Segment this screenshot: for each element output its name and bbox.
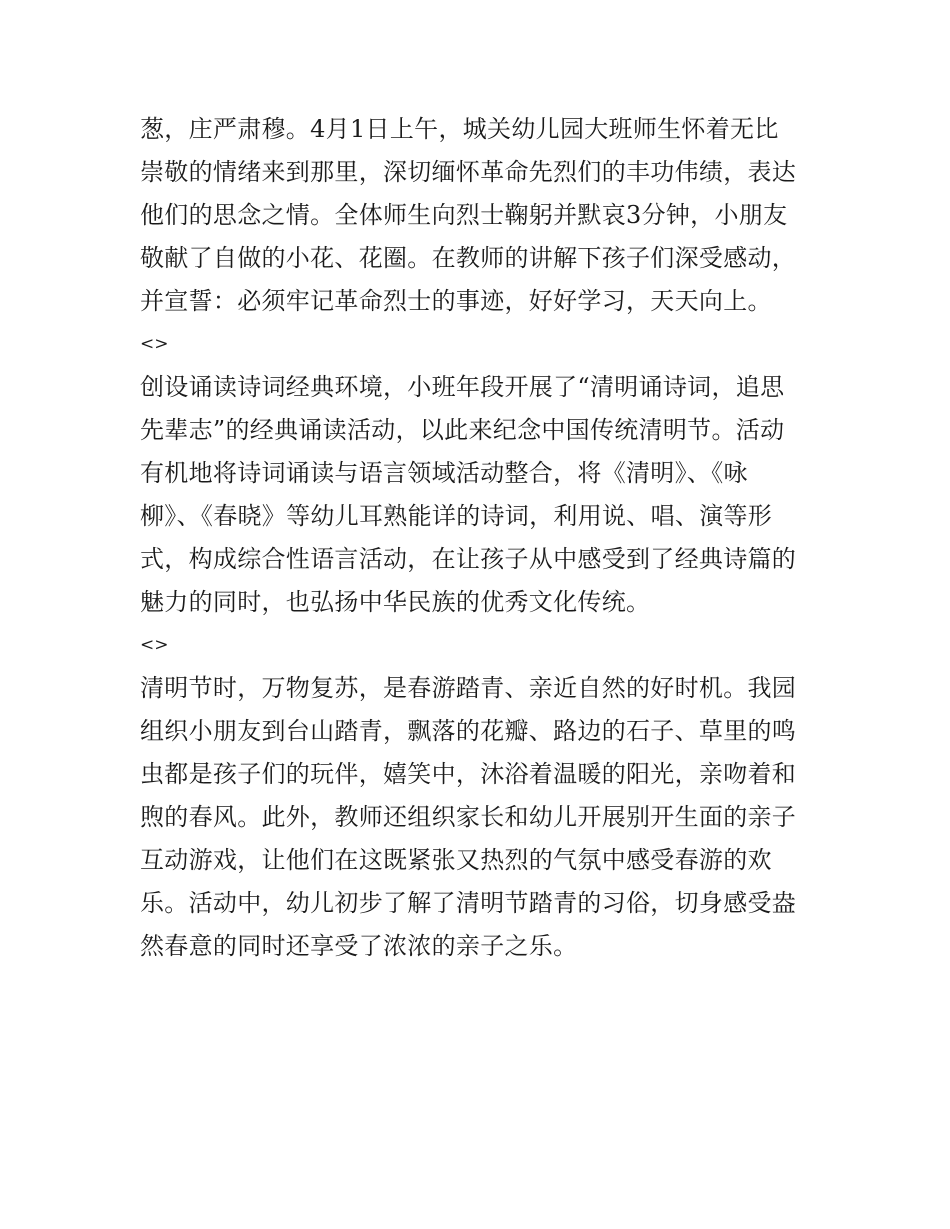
section-separator: <>: [140, 635, 169, 655]
text-line: 有机地将诗词诵读与语言领域活动整合，将《清明》、《咏: [140, 459, 748, 487]
paragraph-spring-outing: [140, 667, 820, 968]
text-line: 创设诵读诗词经典环境，小班年段开展了“清明诵诗词，追思: [140, 373, 785, 401]
paragraph-poetry-reading: [140, 366, 820, 624]
section-separator: <>: [140, 334, 169, 354]
text-line: 组织小朋友到台山踏青，飘落的花瓣、路边的石子、草里的鸣: [140, 717, 797, 745]
text-line: 虫都是孩子们的玩伴，嬉笑中，沐浴着温暖的阳光，亲吻着和: [140, 760, 797, 788]
document-body: [140, 108, 820, 968]
text-line: 他们的思念之情。全体师生向烈士鞠躬并默哀3分钟，小朋友: [140, 201, 788, 229]
paragraph-memorial: [140, 108, 820, 323]
text-line: 式，构成综合性语言活动，在让孩子从中感受到了经典诗篇的: [140, 545, 797, 573]
text-line: 煦的春风。此外，教师还组织家长和幼儿开展别开生面的亲子: [140, 803, 797, 831]
text-line: 然春意的同时还享受了浓浓的亲子之乐。: [140, 932, 578, 960]
text-line: 先辈志”的经典诵读活动，以此来纪念中国传统清明节。活动: [140, 416, 785, 444]
text-line: 互动游戏，让他们在这既紧张又热烈的气氛中感受春游的欢: [140, 846, 772, 874]
text-line: 并宣誓：必须牢记革命烈士的事迹，好好学习，天天向上。: [140, 287, 772, 315]
text-line: 柳》、《春晓》等幼儿耳熟能详的诗词，利用说、唱、演等形: [140, 502, 773, 530]
text-line: 崇敬的情绪来到那里，深切缅怀革命先烈们的丰功伟绩，表达: [140, 158, 797, 186]
text-line: 葱，庄严肃穆。4月1日上午，城关幼儿园大班师生怀着无比: [140, 115, 779, 143]
text-line: 清明节时，万物复苏，是春游踏青、亲近自然的好时机。我园: [140, 674, 797, 702]
text-line: 乐。活动中，幼儿初步了解了清明节踏青的习俗，切身感受盎: [140, 889, 797, 917]
text-line: 魅力的同时，也弘扬中华民族的优秀文化传统。: [140, 588, 651, 616]
text-line: 敬献了自做的小花、花圈。在教师的讲解下孩子们深受感动，: [140, 244, 797, 272]
